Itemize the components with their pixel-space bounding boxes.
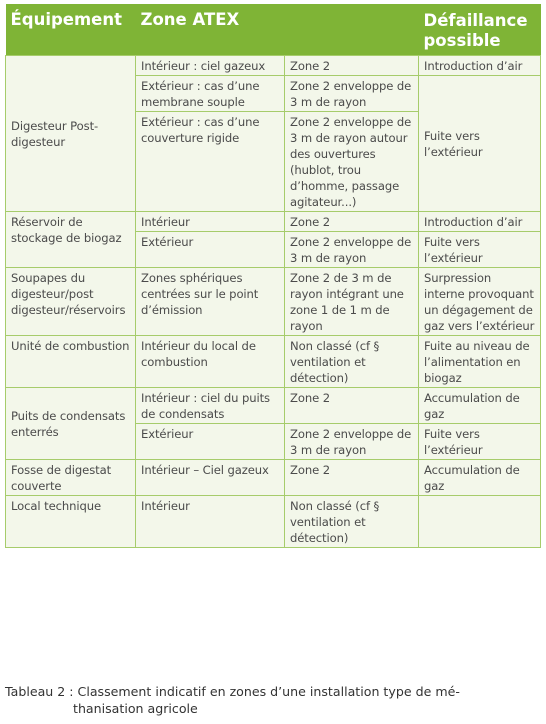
cell-zone-desc: Extérieur — [136, 231, 285, 267]
table-row — [6, 211, 541, 231]
header-equipement: Équipement — [6, 4, 136, 55]
cell-equipement: Unité de combustion — [6, 335, 136, 387]
cell-zone-desc: Extérieur : cas d’une membrane souple — [136, 75, 285, 111]
cell-zone-desc: Intérieur – Ciel gazeux — [136, 459, 285, 495]
cell-equipement: Fosse de digestat couverte — [6, 459, 136, 495]
cell-zone: Zone 2 enveloppe de 3 m de rayon — [285, 75, 419, 111]
cell-zone: Zone 2 de 3 m de rayon intégrant une zone 1 de 1 m de rayon — [285, 267, 419, 335]
cell-zone-desc: Intérieur — [136, 211, 285, 231]
header-zone-atex: Zone ATEX — [136, 4, 419, 55]
cell-defaillance: Accumulation de gaz — [419, 459, 541, 495]
cell-zone-desc: Intérieur du local de combustion — [136, 335, 285, 387]
cell-defaillance: Fuite vers l’extérieur — [419, 423, 541, 459]
atex-zone-table — [5, 4, 541, 548]
header-defaillance: Défaillance possible — [419, 4, 541, 55]
cell-defaillance: Surpression interne provoquant un dégagement de gaz vers l’extérieur — [419, 267, 541, 335]
cell-zone: Zone 2 — [285, 459, 419, 495]
table-caption — [5, 684, 540, 717]
cell-equipement: Digesteur Post-digesteur — [6, 55, 136, 211]
cell-zone: Zone 2 enveloppe de 3 m de rayon — [285, 231, 419, 267]
cell-zone: Zone 2 — [285, 211, 419, 231]
table-row — [6, 335, 541, 387]
table-row — [6, 459, 541, 495]
cell-zone: Zone 2 — [285, 55, 419, 75]
caption-line-2: thanisation agricole — [73, 700, 198, 716]
cell-zone-desc: Intérieur — [136, 495, 285, 547]
cell-zone: Non classé (cf § ventilation et détection) — [285, 495, 419, 547]
cell-zone-desc: Intérieur : ciel du puits de condensats — [136, 387, 285, 423]
table-row — [6, 387, 541, 423]
cell-zone-desc: Extérieur — [136, 423, 285, 459]
cell-defaillance: Fuite vers l’extérieur — [419, 75, 541, 211]
cell-equipement: Réservoir de stockage de biogaz — [6, 211, 136, 267]
cell-equipement: Soupapes du digesteur/post digesteur/réservoirs — [6, 267, 136, 335]
cell-defaillance: Accumulation de gaz — [419, 387, 541, 423]
table-row — [6, 495, 541, 547]
cell-defaillance — [419, 495, 541, 547]
cell-zone: Zone 2 enveloppe de 3 m de rayon autour des ouvertures (hublot, trou d’homme, passage agitateur...) — [285, 111, 419, 211]
cell-equipement: Puits de condensats enterrés — [6, 387, 136, 459]
table-row — [6, 55, 541, 75]
cell-defaillance: Fuite au niveau de l’alimentation en biogaz — [419, 335, 541, 387]
cell-defaillance: Introduction d’air — [419, 211, 541, 231]
cell-zone-desc: Extérieur : cas d’une couverture rigide — [136, 111, 285, 211]
table-row — [6, 267, 541, 335]
cell-equipement: Local technique — [6, 495, 136, 547]
cell-defaillance: Introduction d’air — [419, 55, 541, 75]
cell-zone: Non classé (cf § ventilation et détection) — [285, 335, 419, 387]
table-header-row — [6, 4, 541, 55]
cell-zone: Zone 2 enveloppe de 3 m de rayon — [285, 423, 419, 459]
cell-zone-desc: Intérieur : ciel gazeux — [136, 55, 285, 75]
caption-line-1: Tableau 2 : Classement indicatif en zones d’une installation type de mé- — [5, 684, 460, 699]
cell-zone: Zone 2 — [285, 387, 419, 423]
cell-zone-desc: Zones sphériques centrées sur le point d’émission — [136, 267, 285, 335]
cell-defaillance: Fuite vers l’extérieur — [419, 231, 541, 267]
